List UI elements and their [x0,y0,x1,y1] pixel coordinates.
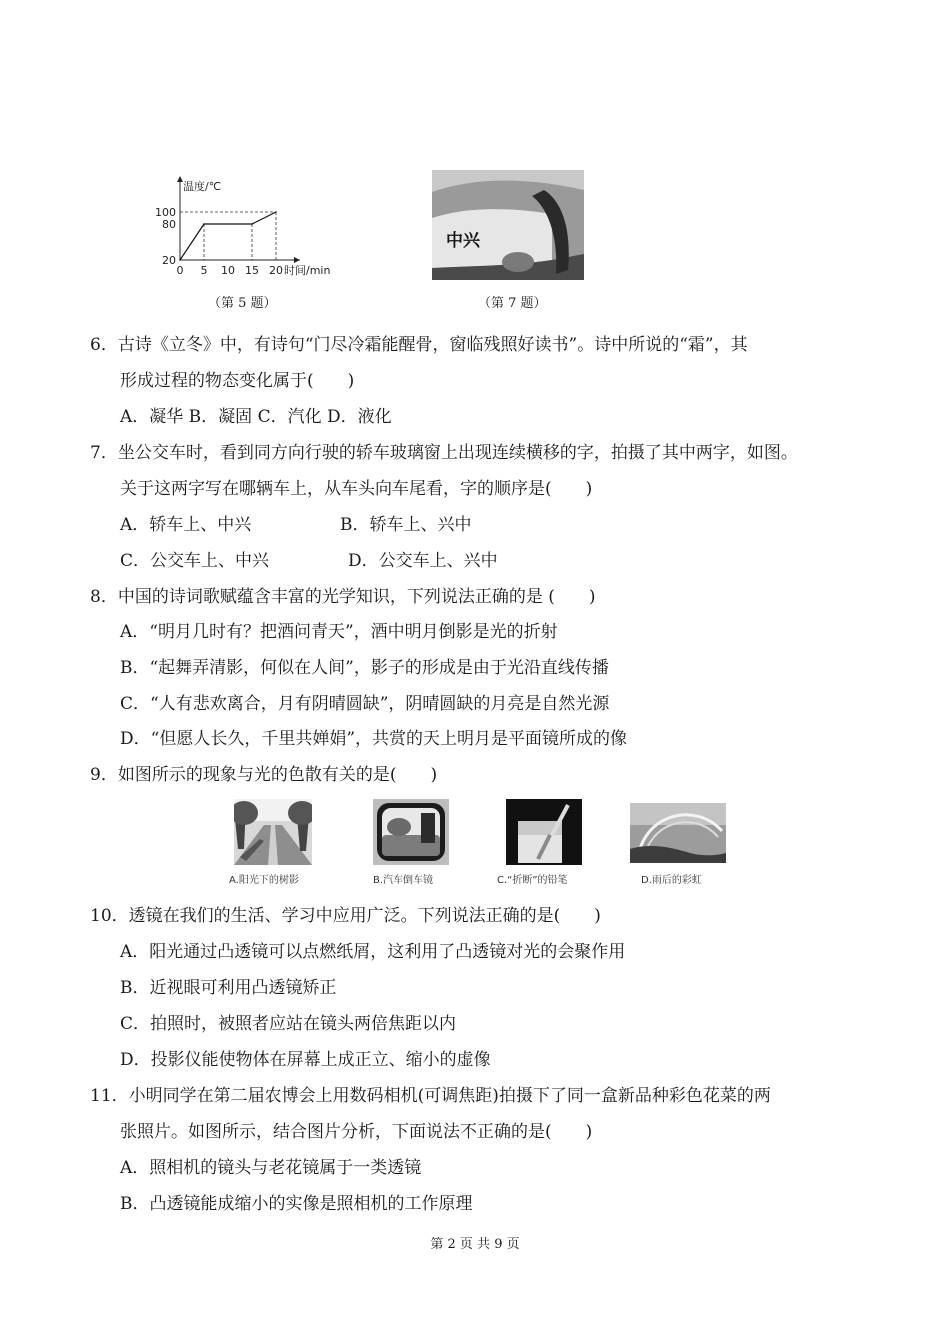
q9-image-c-bent-pencil [506,799,582,865]
q8-option-a: A．“明月几时有？把酒问青天”，酒中明月倒影是光的折射 [120,622,558,642]
data-point [179,259,181,261]
q11-option-b: B．凸透镜能成缩小的实像是照相机的工作原理 [120,1194,473,1214]
q10-option-d: D．投影仪能使物体在屏幕上成正立、缩小的虚像 [120,1050,491,1070]
x-tick-label: 10 [221,264,235,277]
data-point [203,223,205,225]
q7-option-b: B．轿车上、兴中 [340,515,472,535]
q10-option-c: C．拍照时，被照者应站在镜头两倍焦距以内 [120,1014,457,1034]
q6-options: A．凝华 B．凝固 C．汽化 D．液化 [120,407,392,427]
x-tick-label: 5 [200,264,208,277]
temperature-series-line [180,212,276,260]
q7-option-c: C．公交车上、中兴 [120,551,270,571]
x-axis-arrow [294,257,300,263]
q6-stem-line1: 6．古诗《立冬》中，有诗句“门尽冷霜能醒骨，窗临残照好读书”。诗中所说的“霜”，其 [90,335,748,355]
y-tick-label: 100 [155,206,176,219]
q7-stem-line2: 关于这两字写在哪辆车上，从车头向车尾看，字的顺序是( ) [120,479,593,499]
fig7-photo [432,170,584,280]
q9-caption-b: B.汽车倒车镜 [373,875,434,886]
y-axis-label: 温度/℃ [183,180,222,193]
q7-option-d: D．公交车上、兴中 [348,551,498,571]
q11-stem-line1: 11．小明同学在第二届农博会上用数码相机(可调焦距)拍摄下了同一盒新品种彩色花菜的两 [90,1086,771,1106]
q7-stem-line1: 7．坐公交车时，看到同方向行驶的轿车玻璃窗上出现连续横移的字，拍摄了其中两字，如图。 [90,443,798,463]
q10-option-b: B．近视眼可利用凸透镜矫正 [120,978,337,998]
side-mirror [502,252,534,272]
q8-option-b: B．“起舞弄清影，何似在人间”，影子的形成是由于光沿直线传播 [120,658,609,678]
page-footer: 第 2 页 共 9 页 [430,1237,520,1252]
q9-caption-c: C.“折断”的铅笔 [497,875,568,886]
data-point [251,223,253,225]
q9-image-d-rainbow [630,803,726,863]
q6-stem-line2: 形成过程的物态变化属于( ) [120,371,355,391]
x-tick-label: 20 [269,264,283,277]
q8-option-d: D．“但愿人长久，千里共婵娟”，共赏的天上明月是平面镜所成的像 [120,729,628,749]
q8-option-c: C．“人有悲欢离合，月有阴晴圆缺”，阴晴圆缺的月亮是自然光源 [120,694,610,714]
q9-image-a-tree-shadow [234,799,312,865]
fig7-caption: （第 7 题） [478,296,547,311]
q9-image-b-car-mirror [373,799,449,865]
q10-option-a: A．阳光通过凸透镜可以点燃纸屑，这利用了凸透镜对光的会聚作用 [120,942,626,962]
fig7-sign-text: 中兴 [446,231,480,251]
x-tick-label: 0 [176,264,184,277]
y-tick-label: 20 [162,254,176,267]
fig5-chart [150,172,350,282]
q11-option-a: A．照相机的镜头与老花镜属于一类透镜 [120,1158,422,1178]
q9-caption-d: D.雨后的彩虹 [641,875,702,886]
data-point [275,211,277,213]
q9-stem: 9．如图所示的现象与光的色散有关的是( ) [90,765,438,785]
y-tick-label: 80 [162,218,176,231]
fig5-caption: （第 5 题） [208,296,277,311]
x-tick-label: 15 [245,264,259,277]
q8-stem: 8．中国的诗词歌赋蕴含丰富的光学知识，下列说法正确的是 ( ) [90,587,596,607]
q9-caption-a: A.阳光下的树影 [229,875,299,886]
q11-stem-line2: 张照片。如图所示，结合图片分析，下面说法不正确的是( ) [120,1122,593,1142]
q7-option-a: A．轿车上、中兴 [120,515,252,535]
x-axis-label: 时间/min [284,264,331,277]
q10-stem: 10．透镜在我们的生活、学习中应用广泛。下列说法正确的是( ) [90,906,601,926]
